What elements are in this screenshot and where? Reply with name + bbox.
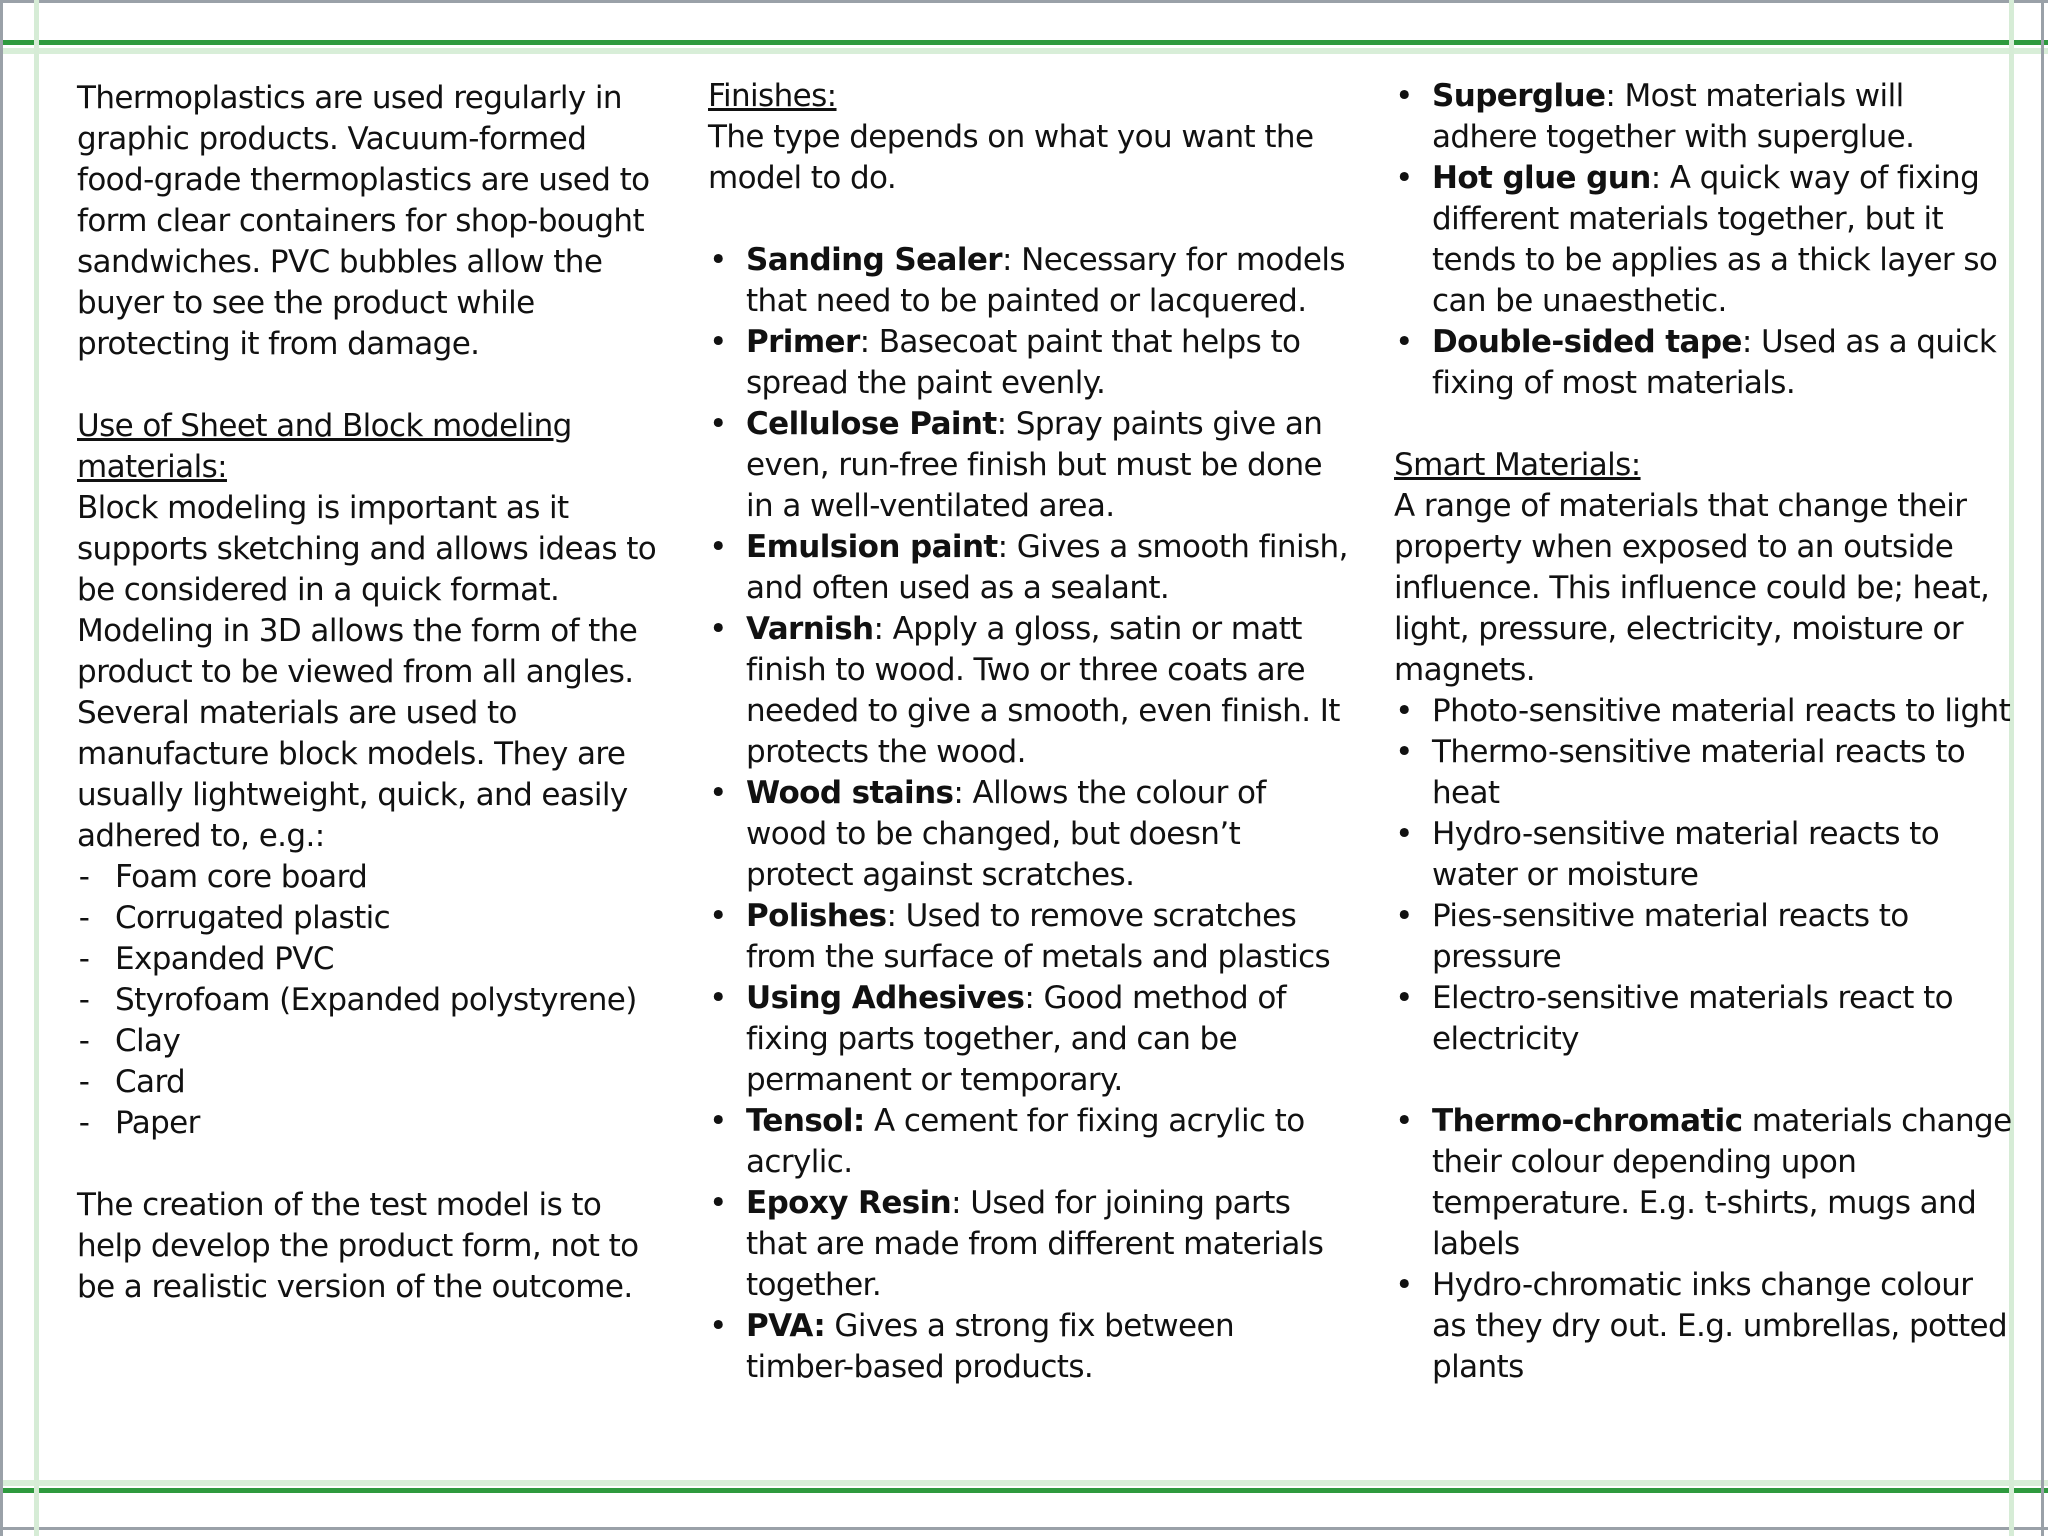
list-item: • Using Adhesives: Good method of fixing parts together, and can be permanent or temporary. — [708, 978, 1348, 1101]
list-item: - Foam core board — [77, 857, 667, 898]
right-border — [2041, 0, 2044, 1536]
list-item: • Hydro-chromatic inks change colour as they dry out. E.g. umbrellas, potted plants — [1394, 1265, 2014, 1388]
top-border — [0, 0, 2048, 3]
modeling-heading: Use of Sheet and Block modeling materials: — [77, 408, 572, 485]
list-item: • Photo-sensitive material reacts to light — [1394, 691, 2014, 732]
column-modeling — [77, 78, 667, 1308]
test-model-paragraph: The creation of the test model is to help develop the product form, not to be a realistic version of the outcome. — [77, 1187, 639, 1305]
list-item: • PVA: Gives a strong fix between timber-based products. — [708, 1306, 1348, 1388]
left-pale-rule — [34, 0, 39, 1536]
list-item: • Primer: Basecoat paint that helps to spread the paint evenly. — [708, 322, 1348, 404]
list-item: - Expanded PVC — [77, 939, 667, 980]
top-green-rule — [0, 40, 2048, 45]
adhesives-list — [1394, 76, 2014, 404]
materials-paragraph: Several materials are used to manufacture block models. They are usually lightweight, quick, and easily adhered to, e.g.: — [77, 695, 628, 854]
list-item: • Pies-sensitive material reacts to pressure — [1394, 896, 2014, 978]
list-item: - Clay — [77, 1021, 667, 1062]
list-item: • Superglue: Most materials will adhere together with superglue. — [1394, 76, 2014, 158]
column-finishes — [708, 76, 1348, 1388]
bottom-green-rule — [0, 1488, 2048, 1493]
materials-list — [77, 857, 667, 1144]
list-item: • Hydro-sensitive material reacts to water or moisture — [1394, 814, 2014, 896]
list-item: • Electro-sensitive materials react to electricity — [1394, 978, 2014, 1060]
thermoplastics-paragraph: Thermoplastics are used regularly in graphic products. Vacuum-formed food-grade thermoplastics are used to form clear containers for shop-bought sandwiches. PVC bubbles allow the buyer to see the product while protecting it from damage. — [77, 80, 650, 362]
bottom-pale-rule — [0, 1480, 2048, 1486]
column-adhesives-smart — [1394, 76, 2014, 1388]
list-item: - Paper — [77, 1103, 667, 1144]
finishes-list — [708, 240, 1348, 1388]
finishes-heading: Finishes: — [708, 78, 837, 114]
top-pale-rule — [0, 48, 2048, 54]
bottom-border — [0, 1527, 2048, 1530]
list-item: • Wood stains: Allows the colour of wood to be changed, but doesn’t protect against scratches. — [708, 773, 1348, 896]
list-item: • Sanding Sealer: Necessary for models that need to be painted or lacquered. — [708, 240, 1348, 322]
list-item: - Corrugated plastic — [77, 898, 667, 939]
list-item: • Varnish: Apply a gloss, satin or matt finish to wood. Two or three coats are needed to give a smooth, even finish. It protects the wood. — [708, 609, 1348, 773]
block-modeling-paragraph: Block modeling is important as it supports sketching and allows ideas to be considered in a quick format. Modeling in 3D allows the form of the product to be viewed from all angles. — [77, 490, 657, 690]
list-item: • Polishes: Used to remove scratches from the surface of metals and plastics — [708, 896, 1348, 978]
smart-materials-heading: Smart Materials: — [1394, 447, 1641, 483]
finishes-intro: The type depends on what you want the model to do. — [708, 119, 1314, 196]
chromatic-list — [1394, 1101, 2014, 1388]
list-item: • Double-sided tape: Used as a quick fixing of most materials. — [1394, 322, 2014, 404]
list-item: • Thermo-chromatic materials change their colour depending upon temperature. E.g. t-shirts, mugs and labels — [1394, 1101, 2014, 1265]
left-border — [0, 0, 3, 1536]
list-item: • Cellulose Paint: Spray paints give an even, run-free finish but must be done in a well-ventilated area. — [708, 404, 1348, 527]
list-item: - Card — [77, 1062, 667, 1103]
list-item: • Emulsion paint: Gives a smooth finish, and often used as a sealant. — [708, 527, 1348, 609]
list-item: - Styrofoam (Expanded polystyrene) — [77, 980, 667, 1021]
sensitive-list — [1394, 691, 2014, 1060]
smart-materials-intro: A range of materials that change their property when exposed to an outside influence. This influence could be; heat, light, pressure, electricity, moisture or magnets. — [1394, 488, 1990, 688]
list-item: • Thermo-sensitive material reacts to heat — [1394, 732, 2014, 814]
list-item: • Epoxy Resin: Used for joining parts that are made from different materials together. — [708, 1183, 1348, 1306]
list-item: • Hot glue gun: A quick way of fixing different materials together, but it tends to be applies as a thick layer so can be unaesthetic. — [1394, 158, 2014, 322]
list-item: • Tensol: A cement for fixing acrylic to acrylic. — [708, 1101, 1348, 1183]
